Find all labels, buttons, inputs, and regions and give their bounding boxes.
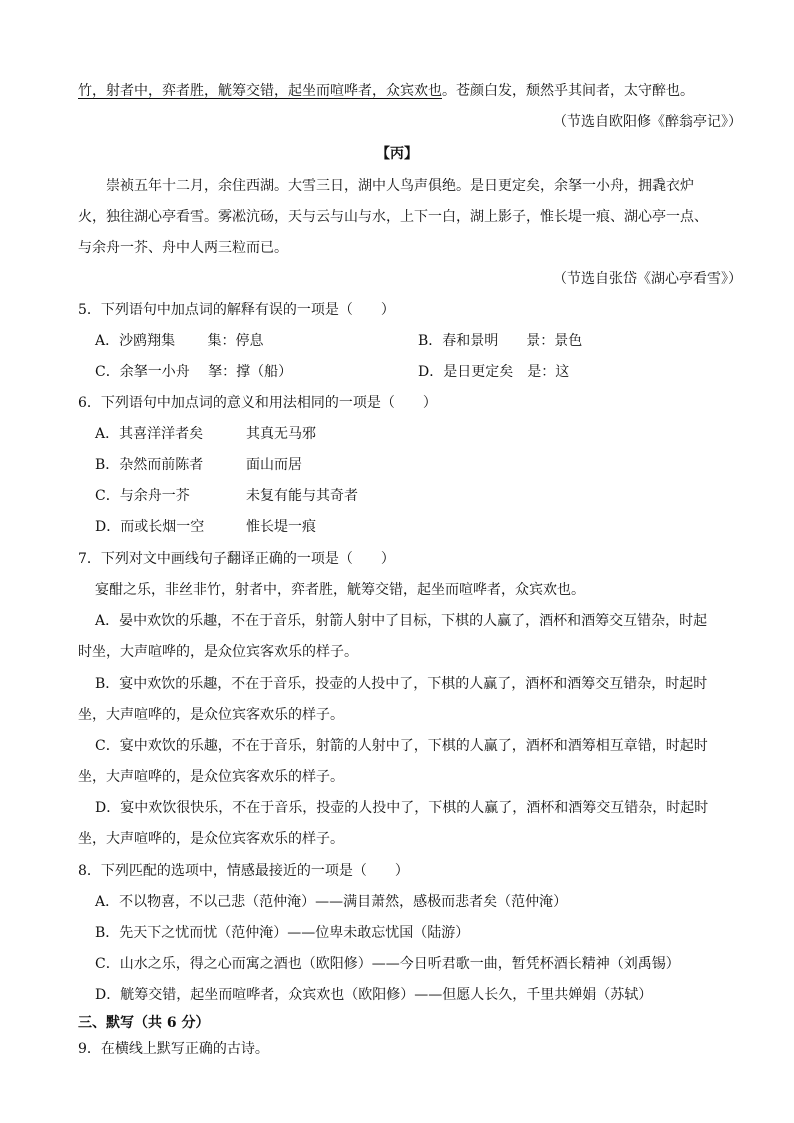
q6-option-b-right: 面山而居 xyxy=(246,457,302,473)
passage-bing-source: （节选自张岱《湖心亭看雪》） xyxy=(553,271,742,287)
q9-stem: 9．在横线上默写正确的古诗。 xyxy=(78,1041,269,1057)
q6-option-c-right: 未复有能与其奇者 xyxy=(246,488,358,504)
q7-sentence: 宴酣之乐，非丝非竹，射者中，弈者胜，觥筹交错，起坐而喧哗者，众宾欢也。 xyxy=(95,582,585,598)
q8-option-d: D．觥筹交错，起坐而喧哗者，众宾欢也（欧阳修）——但愿人长久，千里共婵娟（苏轼） xyxy=(95,987,653,1003)
q8-stem: 8．下列匹配的选项中，情感最接近的一项是（ ） xyxy=(78,863,409,879)
q8-option-a: A．不以物喜，不以己悲（范仲淹）——满目萧然，感极而悲者矣（范仲淹） xyxy=(95,894,568,910)
q7-stem: 7．下列对文中画线句子翻译正确的一项是（ ） xyxy=(78,551,395,567)
q7-option-b-line1: B．宴中欢饮的乐趣，不在于音乐，投壶的人投中了，下棋的人赢了，酒杯和酒筹交互错杂，时起时 xyxy=(95,676,708,692)
q5-option-b: B．春和景明 景：景色 xyxy=(418,333,583,349)
q6-stem: 6．下列语句中加点词的意义和用法相同的一项是（ ） xyxy=(78,395,437,411)
q5-option-d: D．是日更定矣 是：这 xyxy=(418,364,570,380)
section3-title: 三、默写（共 6 分） xyxy=(78,1015,210,1031)
q7-option-c-line1: C．宴中欢饮的乐趣，不在于音乐，射箭的人射中了，下棋的人赢了，酒杯和酒筹相互章错，时起时 xyxy=(95,738,708,754)
passage-bing-line: 与余舟一芥、舟中人两三粒而已。 xyxy=(78,240,288,256)
q7-option-d-line1: D．宴中欢饮很快乐，不在于音乐，投壶的人投中了，下棋的人赢了，酒杯和酒筹交互错杂，时起时 xyxy=(95,800,709,816)
q7-option-d-line2: 坐，大声喧哗的，是众位宾客欢乐的样子。 xyxy=(78,831,344,847)
passage-bing-line: 崇祯五年十二月，余住西湖。大雪三日，湖中人鸟声俱绝。是日更定矣，余拏一小舟，拥毳衣炉 xyxy=(106,178,694,194)
q6-option-b-left: B．杂然而前陈者 xyxy=(95,457,204,473)
passage-bing-line: 火，独往湖心亭看雪。雾凇沆砀，天与云与山与水，上下一白，湖上影子，惟长堤一痕、湖心亭一点、 xyxy=(78,209,708,225)
q6-option-d-right: 惟长堤一痕 xyxy=(246,519,316,535)
q6-option-c-left: C．与余舟一芥 xyxy=(95,488,190,504)
q5-option-a: A．沙鸥翔集 集：停息 xyxy=(95,333,264,349)
q6-option-a-left: A．其喜洋洋者矣 xyxy=(95,426,204,442)
q8-option-b: B．先天下之忧而忧（范仲淹）——位卑未敢忘忧国（陆游） xyxy=(95,925,470,941)
q7-option-c-line2: 坐，大声喧哗的，是众位宾客欢乐的样子。 xyxy=(78,769,344,785)
q7-option-a-line2: 时坐，大声喧哗的，是众位宾客欢乐的样子。 xyxy=(78,644,358,660)
q6-option-a-right: 其真无马邪 xyxy=(246,426,316,442)
passage-yi-last-line xyxy=(78,81,694,101)
q5-option-c: C．余拏一小舟 拏：撑（船） xyxy=(95,364,293,380)
passage-yi-source: （节选自欧阳修《醉翁亭记》） xyxy=(553,114,742,130)
passage-yi-rest: 。苍颜白发，颓然乎其间者，太守醉也。 xyxy=(442,83,694,99)
underlined-sentence: 竹，射者中，弈者胜，觥筹交错，起坐而喧哗者，众宾欢也 xyxy=(78,83,442,99)
q7-option-b-line2: 坐，大声喧哗的，是众位宾客欢乐的样子。 xyxy=(78,707,344,723)
q8-option-c: C．山水之乐，得之心而寓之酒也（欧阳修）——今日听君歌一曲，暂凭杯酒长精神（刘禹锡） xyxy=(95,956,680,972)
q5-stem: 5．下列语句中加点词的解释有误的一项是（ ） xyxy=(78,302,395,318)
q7-option-a-line1: A．晏中欢饮的乐趣，不在于音乐，射箭人射中了目标，下棋的人赢了，酒杯和酒筹交互错杂，时起 xyxy=(95,613,708,629)
passage-bing-title: 【丙】 xyxy=(376,146,418,162)
q6-option-d-left: D．而或长烟一空 xyxy=(95,519,205,535)
